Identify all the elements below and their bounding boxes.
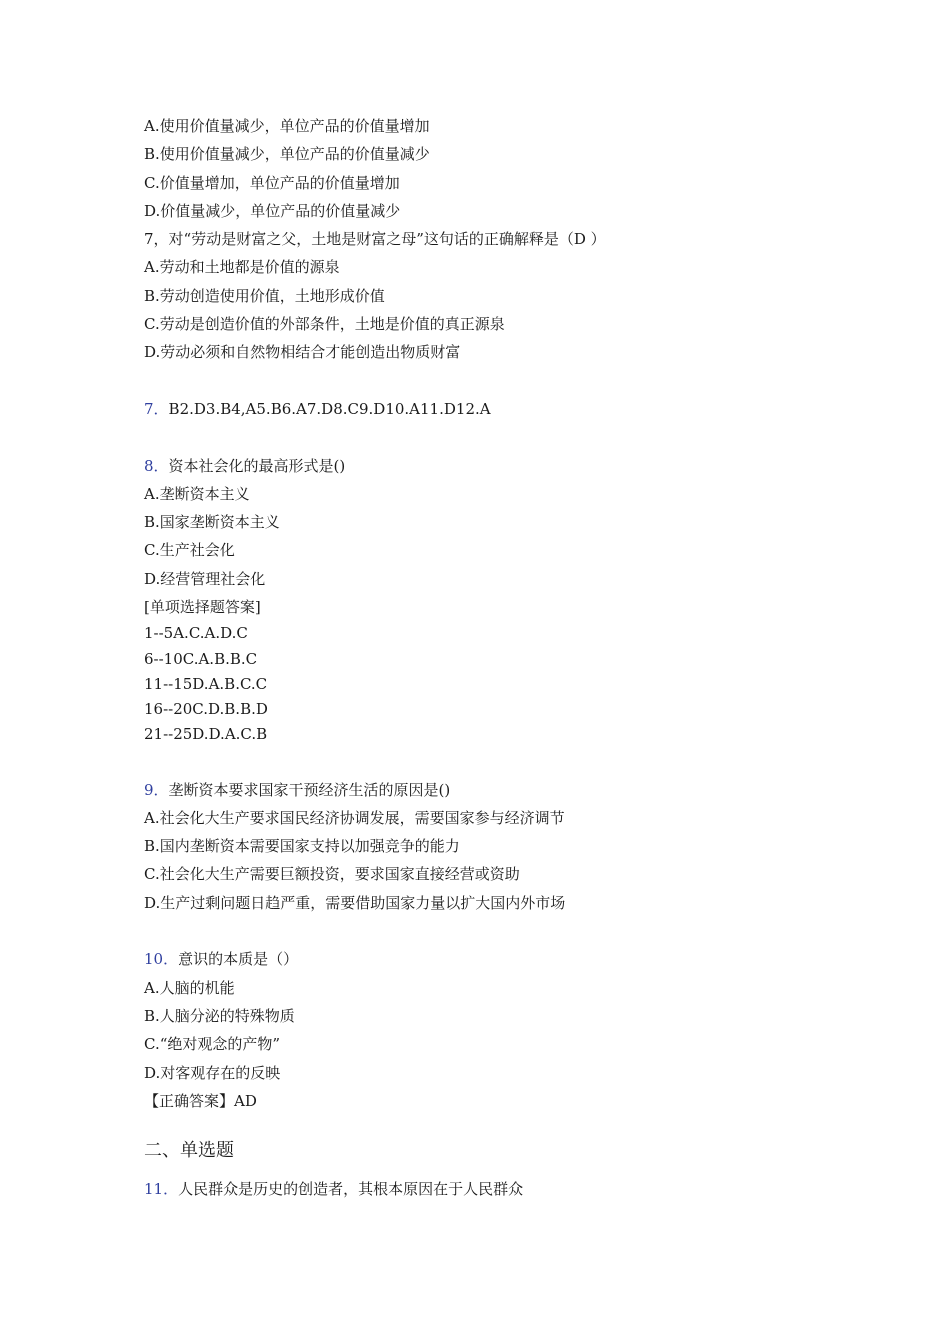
question-8 xyxy=(144,452,844,748)
option-a: A.人脑的机能 xyxy=(144,978,235,997)
answer-row: 1--5A.C.A.D.C xyxy=(144,624,248,643)
option-a: A.垄断资本主义 xyxy=(144,484,250,503)
question-stem-line xyxy=(144,776,844,804)
option-b: B.国家垄断资本主义 xyxy=(144,513,280,532)
question-stem-line xyxy=(144,452,844,480)
question-9 xyxy=(144,776,844,917)
document-page xyxy=(144,112,844,1203)
question-stem: 意识的本质是（） xyxy=(178,950,299,969)
option-d: D.生产过剩问题日趋严重，需要借助国家力量以扩大国内外市场 xyxy=(144,893,566,912)
answer-section-title: [单项选择题答案] xyxy=(144,598,261,617)
option-c: C.社会化大生产需要巨额投资，要求国家直接经营或资助 xyxy=(144,865,520,884)
correct-answer: 【正确答案】AD xyxy=(144,1091,257,1110)
option-c: C.劳动是创造价值的外部条件，土地是价值的真正源泉 xyxy=(144,315,505,334)
question-number: 10． xyxy=(144,950,179,969)
option-a: A.劳动和土地都是价值的源泉 xyxy=(144,258,340,277)
answer-row: 11--15D.A.B.C.C xyxy=(144,674,268,693)
question-number: 7． xyxy=(144,399,169,418)
option-b: B.人脑分泌的特殊物质 xyxy=(144,1006,295,1025)
question-number: 9． xyxy=(144,780,169,799)
option-c: C.价值量增加，单位产品的价值量增加 xyxy=(144,173,400,192)
question-stem: 资本社会化的最高形式是() xyxy=(168,456,346,475)
question-stem: 人民群众是历史的创造者，其根本原因在于人民群众 xyxy=(178,1180,524,1199)
option-c: C.生产社会化 xyxy=(144,541,235,560)
spacer xyxy=(144,367,844,395)
answer-row: 21--25D.D.A.C.B xyxy=(144,725,268,744)
answer-list xyxy=(144,621,844,747)
spacer xyxy=(144,917,844,945)
option-b: B.国内垄断资本需要国家支持以加强竞争的能力 xyxy=(144,837,460,856)
option-d: D.经营管理社会化 xyxy=(144,569,266,588)
question-stem-line xyxy=(144,945,844,973)
question-number: 8． xyxy=(144,456,169,475)
q7-inline-question xyxy=(144,225,844,366)
answer-key-text: B2.D3.B4,A5.B6.A7.D8.C9.D10.A11.D12.A xyxy=(168,399,491,418)
spacer xyxy=(144,423,844,451)
spacer xyxy=(144,747,844,775)
question-11 xyxy=(144,1175,844,1203)
option-b: B.使用价值量减少，单位产品的价值量减少 xyxy=(144,145,430,164)
option-b: B.劳动创造使用价值，土地形成价值 xyxy=(144,286,385,305)
q6-options xyxy=(144,112,844,225)
option-c: C.“绝对观念的产物” xyxy=(144,1035,281,1054)
question-10 xyxy=(144,945,844,1115)
option-a: A.社会化大生产要求国民经济协调发展，需要国家参与经济调节 xyxy=(144,808,565,827)
question-7 xyxy=(144,395,844,423)
question-stem: 7，对“劳动是财富之父，土地是财富之母”这句话的正确解释是（D ） xyxy=(144,230,606,249)
option-d: D.对客观存在的反映 xyxy=(144,1063,281,1082)
question-stem-line xyxy=(144,1175,844,1203)
answer-row: 16--20C.D.B.B.D xyxy=(144,699,268,718)
option-d: D.劳动必须和自然物相结合才能创造出物质财富 xyxy=(144,343,461,362)
option-a: A.使用价值量减少，单位产品的价值量增加 xyxy=(144,117,430,135)
spacer xyxy=(144,1115,844,1129)
question-stem: 垄断资本要求国家干预经济生活的原因是() xyxy=(168,780,451,799)
section-heading: 二、单选题 xyxy=(144,1140,234,1162)
answer-key-line xyxy=(144,395,844,423)
question-number: 11． xyxy=(144,1180,179,1199)
answer-row: 6--10C.A.B.B.C xyxy=(144,649,258,668)
option-d: D.价值量减少，单位产品的价值量减少 xyxy=(144,201,401,220)
